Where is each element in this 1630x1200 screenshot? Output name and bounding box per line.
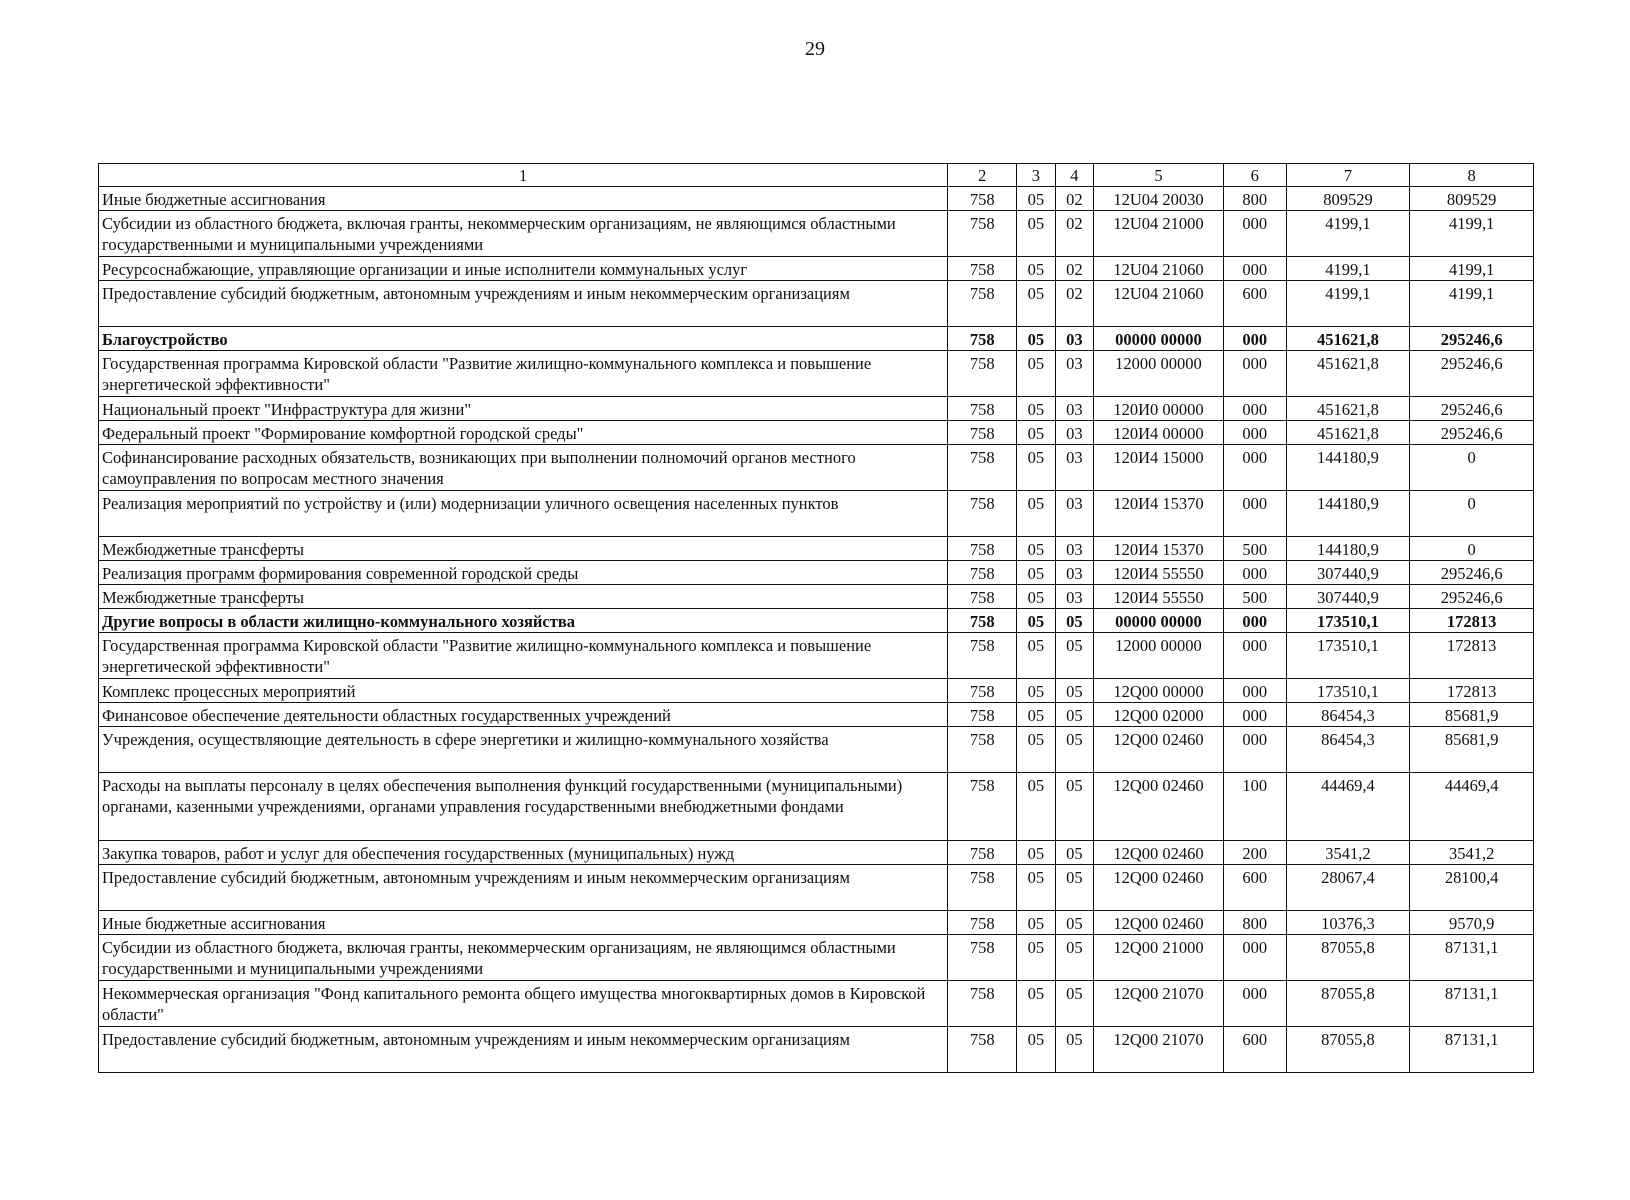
table-body <box>99 187 1534 1073</box>
row-amount-year1: 144180,9 <box>1286 445 1410 491</box>
table-row <box>99 633 1534 679</box>
row-ministry-code: 758 <box>948 445 1017 491</box>
row-target-article: 12U04 21060 <box>1094 281 1224 327</box>
row-amount-year1: 4199,1 <box>1286 281 1410 327</box>
row-name: Государственная программа Кировской области "Развитие жилищно-коммунального комплекса и повышение энергетической эффективности" <box>99 351 948 397</box>
row-section: 05 <box>1017 327 1056 351</box>
row-expense-type: 000 <box>1223 935 1286 981</box>
row-name: Закупка товаров, работ и услуг для обеспечения государственных (муниципальных) нужд <box>99 841 948 865</box>
row-subsection: 03 <box>1055 561 1094 585</box>
row-name: Благоустройство <box>99 327 948 351</box>
row-target-article: 12Q00 02460 <box>1094 865 1224 911</box>
row-section: 05 <box>1017 633 1056 679</box>
row-amount-year2: 295246,6 <box>1410 561 1534 585</box>
row-subsection: 03 <box>1055 537 1094 561</box>
row-expense-type: 000 <box>1223 351 1286 397</box>
col-header-5: 5 <box>1094 164 1224 187</box>
row-expense-type: 000 <box>1223 679 1286 703</box>
row-expense-type: 000 <box>1223 727 1286 773</box>
row-target-article: 12000 00000 <box>1094 633 1224 679</box>
row-expense-type: 000 <box>1223 327 1286 351</box>
row-amount-year1: 451621,8 <box>1286 351 1410 397</box>
row-amount-year2: 0 <box>1410 537 1534 561</box>
row-amount-year2: 295246,6 <box>1410 351 1534 397</box>
row-target-article: 12U04 20030 <box>1094 187 1224 211</box>
row-name: Субсидии из областного бюджета, включая гранты, некоммерческим организациям, не являющимся областными государственными и муниципальными учреждениями <box>99 935 948 981</box>
row-subsection: 05 <box>1055 773 1094 841</box>
row-subsection: 05 <box>1055 609 1094 633</box>
table-row <box>99 865 1534 911</box>
row-amount-year2: 4199,1 <box>1410 211 1534 257</box>
row-expense-type: 000 <box>1223 397 1286 421</box>
row-target-article: 120И4 15370 <box>1094 537 1224 561</box>
table-row <box>99 187 1534 211</box>
row-section: 05 <box>1017 935 1056 981</box>
row-section: 05 <box>1017 727 1056 773</box>
table-row <box>99 445 1534 491</box>
row-target-article: 12Q00 21000 <box>1094 935 1224 981</box>
row-target-article: 120И4 00000 <box>1094 421 1224 445</box>
row-ministry-code: 758 <box>948 773 1017 841</box>
row-name: Софинансирование расходных обязательств, возникающих при выполнении полномочий органов местного самоуправления по вопросам местного значения <box>99 445 948 491</box>
row-ministry-code: 758 <box>948 1027 1017 1073</box>
row-amount-year1: 4199,1 <box>1286 257 1410 281</box>
table-row <box>99 585 1534 609</box>
row-amount-year1: 144180,9 <box>1286 537 1410 561</box>
row-amount-year2: 44469,4 <box>1410 773 1534 841</box>
row-target-article: 120И4 15000 <box>1094 445 1224 491</box>
row-amount-year2: 172813 <box>1410 679 1534 703</box>
row-subsection: 05 <box>1055 841 1094 865</box>
row-ministry-code: 758 <box>948 327 1017 351</box>
table-row <box>99 351 1534 397</box>
col-header-1: 1 <box>99 164 948 187</box>
row-amount-year1: 10376,3 <box>1286 911 1410 935</box>
row-ministry-code: 758 <box>948 211 1017 257</box>
row-amount-year1: 87055,8 <box>1286 935 1410 981</box>
table-row <box>99 211 1534 257</box>
row-amount-year1: 173510,1 <box>1286 633 1410 679</box>
table-row <box>99 491 1534 537</box>
table-row <box>99 773 1534 841</box>
table-row <box>99 935 1534 981</box>
row-amount-year2: 172813 <box>1410 633 1534 679</box>
row-amount-year2: 9570,9 <box>1410 911 1534 935</box>
row-ministry-code: 758 <box>948 351 1017 397</box>
table-row <box>99 561 1534 585</box>
row-section: 05 <box>1017 397 1056 421</box>
row-section: 05 <box>1017 211 1056 257</box>
row-target-article: 120И4 15370 <box>1094 491 1224 537</box>
row-amount-year1: 144180,9 <box>1286 491 1410 537</box>
row-amount-year2: 0 <box>1410 491 1534 537</box>
row-name: Предоставление субсидий бюджетным, автономным учреждениям и иным некоммерческим организациям <box>99 865 948 911</box>
row-target-article: 12U04 21060 <box>1094 257 1224 281</box>
row-section: 05 <box>1017 703 1056 727</box>
row-name: Федеральный проект "Формирование комфортной городской среды" <box>99 421 948 445</box>
row-amount-year2: 295246,6 <box>1410 421 1534 445</box>
row-target-article: 120И4 55550 <box>1094 585 1224 609</box>
row-ministry-code: 758 <box>948 727 1017 773</box>
table-row <box>99 911 1534 935</box>
table-row <box>99 703 1534 727</box>
row-name: Национальный проект "Инфраструктура для жизни" <box>99 397 948 421</box>
row-subsection: 05 <box>1055 633 1094 679</box>
row-target-article: 120И0 00000 <box>1094 397 1224 421</box>
row-amount-year2: 4199,1 <box>1410 257 1534 281</box>
row-amount-year2: 172813 <box>1410 609 1534 633</box>
table-row <box>99 257 1534 281</box>
row-expense-type: 800 <box>1223 911 1286 935</box>
row-name: Ресурсоснабжающие, управляющие организации и иные исполнители коммунальных услуг <box>99 257 948 281</box>
col-header-3: 3 <box>1017 164 1056 187</box>
row-ministry-code: 758 <box>948 561 1017 585</box>
row-amount-year2: 28100,4 <box>1410 865 1534 911</box>
row-expense-type: 600 <box>1223 281 1286 327</box>
row-amount-year1: 173510,1 <box>1286 609 1410 633</box>
row-subsection: 03 <box>1055 327 1094 351</box>
row-section: 05 <box>1017 257 1056 281</box>
row-name: Другие вопросы в области жилищно-коммунального хозяйства <box>99 609 948 633</box>
row-section: 05 <box>1017 445 1056 491</box>
row-target-article: 12Q00 02460 <box>1094 773 1224 841</box>
row-amount-year2: 295246,6 <box>1410 585 1534 609</box>
row-name: Некоммерческая организация "Фонд капитального ремонта общего имущества многоквартирных домов в Кировской области" <box>99 981 948 1027</box>
row-subsection: 05 <box>1055 703 1094 727</box>
row-ministry-code: 758 <box>948 679 1017 703</box>
row-name: Предоставление субсидий бюджетным, автономным учреждениям и иным некоммерческим организациям <box>99 1027 948 1073</box>
row-amount-year1: 86454,3 <box>1286 703 1410 727</box>
table-row <box>99 679 1534 703</box>
row-subsection: 03 <box>1055 585 1094 609</box>
row-subsection: 03 <box>1055 445 1094 491</box>
table-row <box>99 609 1534 633</box>
row-amount-year2: 0 <box>1410 445 1534 491</box>
row-ministry-code: 758 <box>948 935 1017 981</box>
table-row <box>99 841 1534 865</box>
row-amount-year2: 4199,1 <box>1410 281 1534 327</box>
row-name: Субсидии из областного бюджета, включая гранты, некоммерческим организациям, не являющимся областными государственными и муниципальными учреждениями <box>99 211 948 257</box>
row-subsection: 02 <box>1055 211 1094 257</box>
row-target-article: 12000 00000 <box>1094 351 1224 397</box>
row-section: 05 <box>1017 351 1056 397</box>
row-expense-type: 000 <box>1223 703 1286 727</box>
row-name: Иные бюджетные ассигнования <box>99 911 948 935</box>
row-ministry-code: 758 <box>948 421 1017 445</box>
row-expense-type: 000 <box>1223 981 1286 1027</box>
row-amount-year2: 87131,1 <box>1410 981 1534 1027</box>
row-name: Комплекс процессных мероприятий <box>99 679 948 703</box>
row-name: Предоставление субсидий бюджетным, автономным учреждениям и иным некоммерческим организациям <box>99 281 948 327</box>
row-subsection: 05 <box>1055 679 1094 703</box>
row-target-article: 12Q00 00000 <box>1094 679 1224 703</box>
row-ministry-code: 758 <box>948 187 1017 211</box>
row-section: 05 <box>1017 281 1056 327</box>
row-amount-year1: 307440,9 <box>1286 561 1410 585</box>
row-subsection: 02 <box>1055 257 1094 281</box>
row-expense-type: 800 <box>1223 187 1286 211</box>
row-ministry-code: 758 <box>948 841 1017 865</box>
row-subsection: 03 <box>1055 491 1094 537</box>
row-section: 05 <box>1017 773 1056 841</box>
row-section: 05 <box>1017 561 1056 585</box>
row-target-article: 12Q00 02000 <box>1094 703 1224 727</box>
row-expense-type: 000 <box>1223 561 1286 585</box>
row-amount-year1: 451621,8 <box>1286 327 1410 351</box>
row-amount-year2: 85681,9 <box>1410 727 1534 773</box>
table-row <box>99 727 1534 773</box>
row-target-article: 00000 00000 <box>1094 609 1224 633</box>
row-ministry-code: 758 <box>948 609 1017 633</box>
row-section: 05 <box>1017 841 1056 865</box>
row-subsection: 05 <box>1055 911 1094 935</box>
row-ministry-code: 758 <box>948 911 1017 935</box>
row-expense-type: 000 <box>1223 633 1286 679</box>
row-amount-year2: 295246,6 <box>1410 397 1534 421</box>
row-amount-year1: 173510,1 <box>1286 679 1410 703</box>
row-amount-year2: 3541,2 <box>1410 841 1534 865</box>
row-ministry-code: 758 <box>948 491 1017 537</box>
row-name: Реализация мероприятий по устройству и (или) модернизации уличного освещения населенных пунктов <box>99 491 948 537</box>
row-subsection: 05 <box>1055 935 1094 981</box>
row-expense-type: 500 <box>1223 537 1286 561</box>
col-header-7: 7 <box>1286 164 1410 187</box>
row-section: 05 <box>1017 1027 1056 1073</box>
row-expense-type: 600 <box>1223 1027 1286 1073</box>
row-section: 05 <box>1017 187 1056 211</box>
row-section: 05 <box>1017 585 1056 609</box>
row-ministry-code: 758 <box>948 281 1017 327</box>
row-ministry-code: 758 <box>948 257 1017 281</box>
col-header-8: 8 <box>1410 164 1534 187</box>
row-expense-type: 000 <box>1223 257 1286 281</box>
row-expense-type: 000 <box>1223 445 1286 491</box>
row-section: 05 <box>1017 911 1056 935</box>
row-amount-year2: 87131,1 <box>1410 935 1534 981</box>
row-amount-year2: 295246,6 <box>1410 327 1534 351</box>
row-expense-type: 000 <box>1223 609 1286 633</box>
row-subsection: 05 <box>1055 727 1094 773</box>
row-section: 05 <box>1017 679 1056 703</box>
row-amount-year1: 307440,9 <box>1286 585 1410 609</box>
row-subsection: 03 <box>1055 351 1094 397</box>
row-amount-year1: 87055,8 <box>1286 1027 1410 1073</box>
table-row <box>99 981 1534 1027</box>
row-ministry-code: 758 <box>948 633 1017 679</box>
row-amount-year1: 4199,1 <box>1286 211 1410 257</box>
budget-table <box>98 163 1534 1073</box>
row-name: Финансовое обеспечение деятельности областных государственных учреждений <box>99 703 948 727</box>
row-ministry-code: 758 <box>948 865 1017 911</box>
row-target-article: 12Q00 02460 <box>1094 727 1224 773</box>
row-target-article: 12Q00 21070 <box>1094 981 1224 1027</box>
row-expense-type: 100 <box>1223 773 1286 841</box>
row-expense-type: 000 <box>1223 211 1286 257</box>
row-section: 05 <box>1017 491 1056 537</box>
row-name: Расходы на выплаты персоналу в целях обеспечения выполнения функций государственными (муниципальными) органами, казенными учреждениями, органами управления государственными внебюджетными фондами <box>99 773 948 841</box>
row-target-article: 12U04 21000 <box>1094 211 1224 257</box>
row-amount-year1: 451621,8 <box>1286 421 1410 445</box>
row-amount-year2: 85681,9 <box>1410 703 1534 727</box>
row-amount-year1: 451621,8 <box>1286 397 1410 421</box>
col-header-2: 2 <box>948 164 1017 187</box>
row-name: Межбюджетные трансферты <box>99 537 948 561</box>
row-section: 05 <box>1017 609 1056 633</box>
row-amount-year2: 809529 <box>1410 187 1534 211</box>
table-row <box>99 421 1534 445</box>
row-amount-year1: 28067,4 <box>1286 865 1410 911</box>
row-amount-year1: 44469,4 <box>1286 773 1410 841</box>
col-header-4: 4 <box>1055 164 1094 187</box>
table-row <box>99 327 1534 351</box>
row-target-article: 12Q00 21070 <box>1094 1027 1224 1073</box>
row-target-article: 12Q00 02460 <box>1094 911 1224 935</box>
row-name: Межбюджетные трансферты <box>99 585 948 609</box>
row-amount-year1: 87055,8 <box>1286 981 1410 1027</box>
row-subsection: 02 <box>1055 187 1094 211</box>
row-target-article: 12Q00 02460 <box>1094 841 1224 865</box>
col-header-6: 6 <box>1223 164 1286 187</box>
row-subsection: 03 <box>1055 397 1094 421</box>
row-expense-type: 200 <box>1223 841 1286 865</box>
header-row <box>99 164 1534 187</box>
page-number: 29 <box>805 38 825 60</box>
table-row <box>99 537 1534 561</box>
row-section: 05 <box>1017 981 1056 1027</box>
row-ministry-code: 758 <box>948 703 1017 727</box>
row-subsection: 02 <box>1055 281 1094 327</box>
row-name: Иные бюджетные ассигнования <box>99 187 948 211</box>
row-subsection: 05 <box>1055 1027 1094 1073</box>
row-expense-type: 500 <box>1223 585 1286 609</box>
row-ministry-code: 758 <box>948 981 1017 1027</box>
table-row <box>99 1027 1534 1073</box>
row-target-article: 120И4 55550 <box>1094 561 1224 585</box>
row-name: Государственная программа Кировской области "Развитие жилищно-коммунального комплекса и повышение энергетической эффективности" <box>99 633 948 679</box>
row-amount-year1: 86454,3 <box>1286 727 1410 773</box>
row-amount-year2: 87131,1 <box>1410 1027 1534 1073</box>
row-ministry-code: 758 <box>948 397 1017 421</box>
row-name: Реализация программ формирования современной городской среды <box>99 561 948 585</box>
row-ministry-code: 758 <box>948 537 1017 561</box>
row-expense-type: 000 <box>1223 491 1286 537</box>
row-target-article: 00000 00000 <box>1094 327 1224 351</box>
row-amount-year1: 809529 <box>1286 187 1410 211</box>
row-subsection: 05 <box>1055 981 1094 1027</box>
row-section: 05 <box>1017 537 1056 561</box>
row-subsection: 03 <box>1055 421 1094 445</box>
row-expense-type: 000 <box>1223 421 1286 445</box>
table-row <box>99 281 1534 327</box>
table-row <box>99 397 1534 421</box>
row-section: 05 <box>1017 421 1056 445</box>
row-amount-year1: 3541,2 <box>1286 841 1410 865</box>
row-section: 05 <box>1017 865 1056 911</box>
row-expense-type: 600 <box>1223 865 1286 911</box>
row-subsection: 05 <box>1055 865 1094 911</box>
row-ministry-code: 758 <box>948 585 1017 609</box>
row-name: Учреждения, осуществляющие деятельность в сфере энергетики и жилищно-коммунального хозяйства <box>99 727 948 773</box>
